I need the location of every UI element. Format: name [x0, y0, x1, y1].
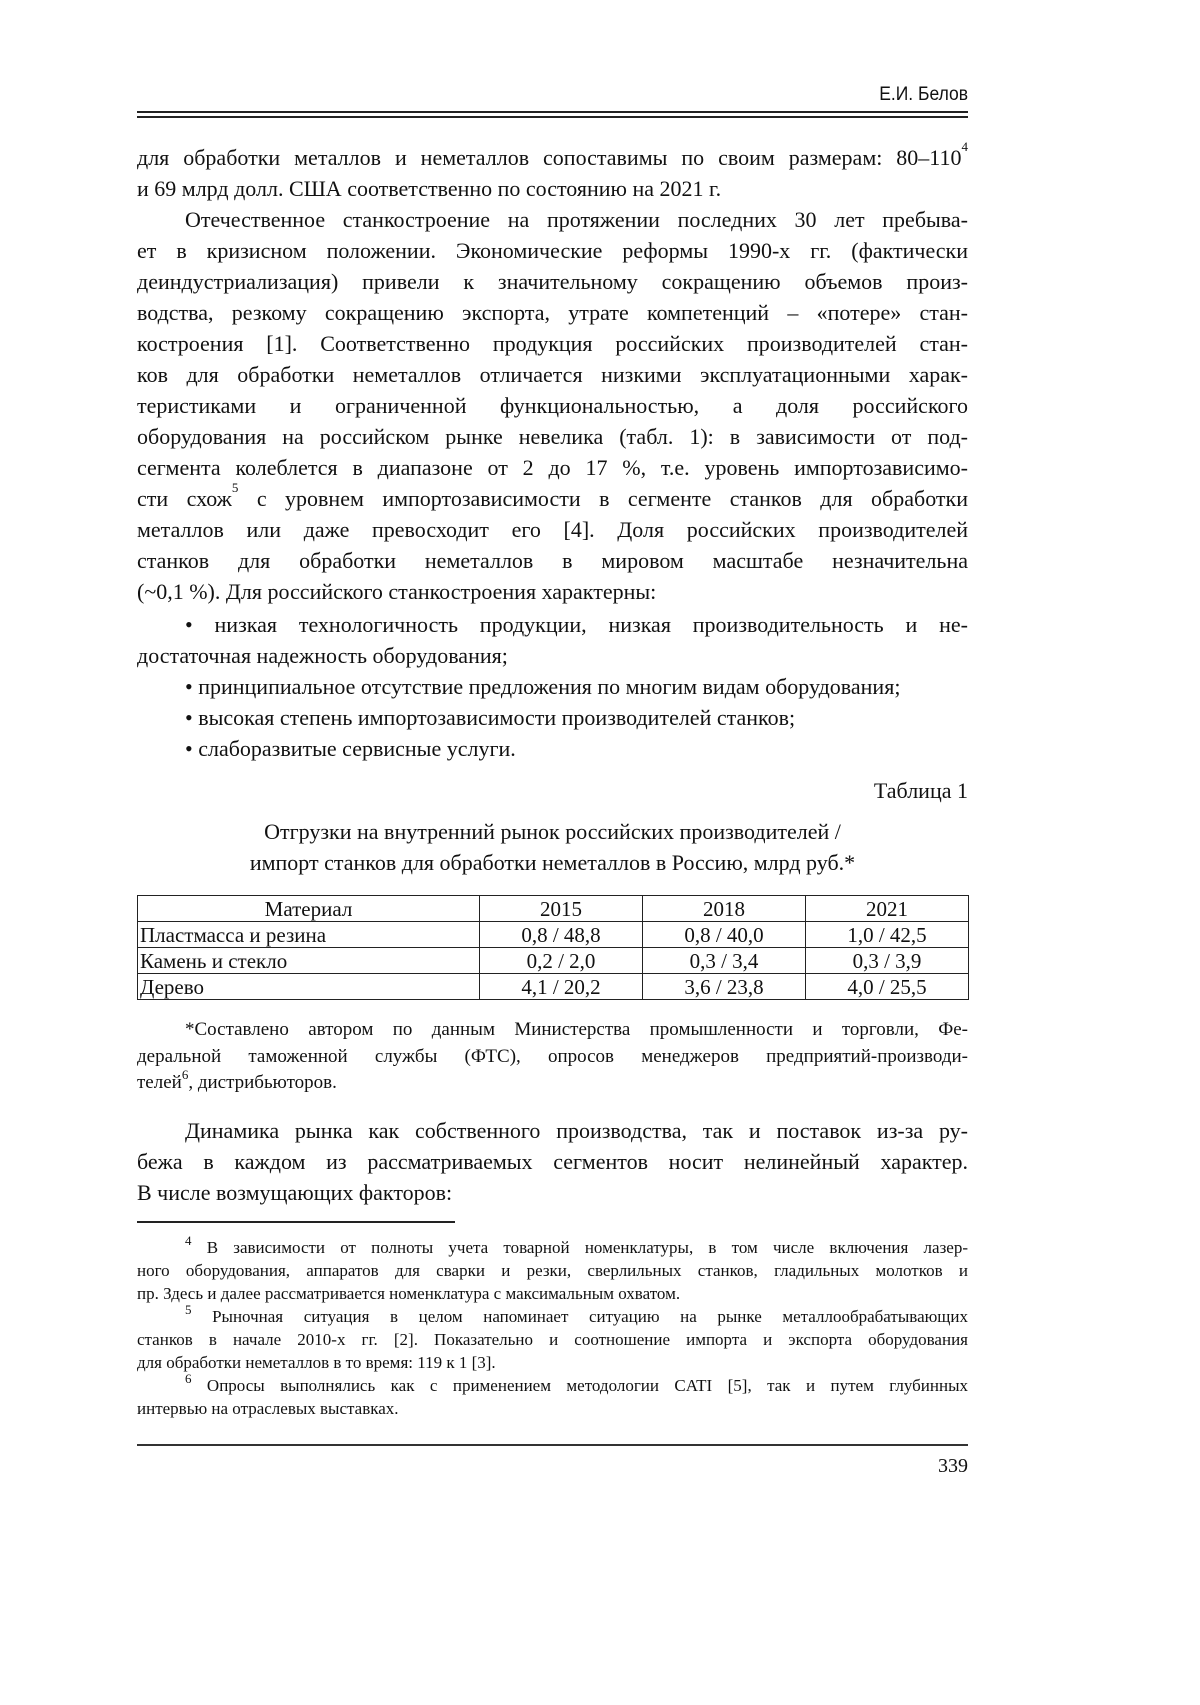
text-run: деиндустриализация) привели к значительному сокращению объемов произ-	[137, 269, 968, 294]
text-run: Рыночная ситуация в целом напоминает ситуацию на рынке металлообрабатывающих	[192, 1307, 969, 1326]
text-line	[137, 1236, 968, 1259]
text-line	[137, 609, 968, 640]
footnote-marker: 5	[185, 1302, 192, 1317]
table-cell: 0,3 / 3,4	[643, 948, 806, 974]
text-run: сегмента колеблется в диапазоне от 2 до 17 %, т.е. уровень импортозависимо-	[137, 455, 968, 480]
text-run: с уровнем импортозависимости в сегменте станков для обработки	[238, 486, 968, 511]
table-cell: 0,8 / 48,8	[480, 922, 643, 948]
text-run: • высокая степень импортозависимости производителей станков;	[185, 705, 795, 730]
text-line	[137, 359, 968, 390]
text-line	[137, 1146, 968, 1177]
footnote-marker: 4	[185, 1233, 192, 1248]
text-line	[137, 640, 968, 671]
text-line	[137, 328, 968, 359]
text-line	[137, 173, 968, 204]
text-line	[137, 1017, 968, 1044]
text-run: станков для обработки неметаллов в мировом масштабе незначительна	[137, 548, 968, 573]
text-run: сти схож	[137, 486, 232, 511]
text-run: водства, резкому сокращению экспорта, утрате компетенций – «потере» стан-	[137, 300, 968, 325]
text-line	[137, 1177, 968, 1208]
table-cell: 4,1 / 20,2	[480, 974, 643, 1000]
text-line	[137, 1044, 968, 1071]
table-row	[138, 948, 969, 974]
text-line	[137, 1397, 968, 1420]
text-run: • принципиальное отсутствие предложения по многим видам оборудования;	[185, 674, 900, 699]
text-line	[137, 1259, 968, 1282]
text-line	[137, 1115, 968, 1146]
footnote-marker: 6	[185, 1371, 192, 1386]
table-row	[138, 974, 969, 1000]
table-source-note	[137, 1017, 968, 1097]
text-line	[137, 421, 968, 452]
text-run: интервью на отраслевых выставках.	[137, 1399, 399, 1418]
text-run: станков в начале 2010-х гг. [2]. Показательно и соотношение импорта и экспорта оборудования	[137, 1330, 968, 1349]
text-line	[137, 576, 968, 607]
text-run: для обработки металлов и неметаллов сопоставимы по своим размерам: 80–110	[137, 145, 962, 170]
table-cell: 0,2 / 2,0	[480, 948, 643, 974]
text-line	[137, 1070, 968, 1097]
text-run: телей	[137, 1072, 182, 1093]
body-paragraph-2	[137, 1115, 968, 1208]
text-line	[137, 1305, 968, 1328]
text-line	[137, 297, 968, 328]
text-line	[137, 390, 968, 421]
table-cell: 0,8 / 40,0	[643, 922, 806, 948]
text-run: и 69 млрд долл. США соответственно по состоянию на 2021 г.	[137, 176, 721, 201]
table-cell: 4,0 / 25,5	[806, 974, 969, 1000]
text-line	[137, 733, 968, 764]
table-row	[138, 922, 969, 948]
text-line	[137, 1374, 968, 1397]
footnote-marker: 6	[182, 1067, 189, 1082]
text-run: достаточная надежность оборудования;	[137, 643, 508, 668]
footnotes	[137, 1236, 968, 1420]
text-line	[137, 545, 968, 576]
footnote-separator	[137, 1221, 455, 1223]
table-cell: 3,6 / 23,8	[643, 974, 806, 1000]
text-line	[137, 514, 968, 545]
text-run: ков для обработки неметаллов отличается низкими эксплуатационными харак-	[137, 362, 968, 387]
page-number: 339	[137, 1455, 968, 1478]
column-header: 2018	[643, 896, 806, 922]
text-run: ного оборудования, аппаратов для сварки и резки, сверлильных станков, гладильных молотков и	[137, 1261, 968, 1280]
text-run: Отечественное станкостроение на протяжении последних 30 лет пребыва-	[185, 207, 968, 232]
text-run: • слаборазвитые сервисные услуги.	[185, 736, 516, 761]
text-run: деральной таможенной службы (ФТС), опросов менеджеров предприятий-производи-	[137, 1046, 968, 1067]
intro-paragraph	[137, 142, 968, 204]
body-paragraph-1	[137, 204, 968, 607]
table-caption-line: Отгрузки на внутренний рынок российских производителей /	[137, 816, 968, 847]
text-run: пр. Здесь и далее рассматривается номенклатура с максимальным охватом.	[137, 1284, 680, 1303]
text-run: В зависимости от полноты учета товарной номенклатуры, в том числе включения лазер-	[192, 1238, 969, 1257]
table-cell: Камень и стекло	[138, 948, 480, 974]
table-caption-line: импорт станков для обработки неметаллов в Россию, млрд руб.*	[137, 847, 968, 878]
column-header: 2015	[480, 896, 643, 922]
text-run: теристиками и ограниченной функциональностью, а доля российского	[137, 393, 968, 418]
table-label	[137, 775, 968, 806]
table-cell: Дерево	[138, 974, 480, 1000]
text-line	[137, 266, 968, 297]
text-run: (~0,1 %). Для российского станкостроения характерны:	[137, 579, 656, 604]
bullet-list	[137, 609, 968, 764]
text-run: металлов или даже превосходит его [4]. Доля российских производителей	[137, 517, 968, 542]
text-run: бежа в каждом из рассматриваемых сегментов носит нелинейный характер.	[137, 1149, 968, 1174]
table-number: Таблица 1	[137, 775, 968, 806]
footer-rule	[137, 1444, 968, 1446]
footnote-marker: 4	[962, 139, 969, 154]
table-cell: 0,3 / 3,9	[806, 948, 969, 974]
text-run: В числе возмущающих факторов:	[137, 1180, 452, 1205]
text-line	[137, 204, 968, 235]
table-cell: 1,0 / 42,5	[806, 922, 969, 948]
text-run: Опросы выполнялись как с применением методологии CATI [5], так и путем глубинных	[192, 1376, 969, 1395]
text-line	[137, 1328, 968, 1351]
text-line	[137, 1351, 968, 1374]
footnote-marker: 5	[232, 480, 239, 495]
column-header: 2021	[806, 896, 969, 922]
text-run: костроения [1]. Соответственно продукция российских производителей стан-	[137, 331, 968, 356]
text-run: , дистрибьюторов.	[188, 1072, 337, 1093]
table-caption	[137, 816, 968, 878]
text-line	[137, 483, 968, 514]
table-cell: Пластмасса и резина	[138, 922, 480, 948]
text-run: • низкая технологичность продукции, низкая производительность и не-	[185, 612, 968, 637]
running-header-author: Е.И. Белов	[203, 84, 968, 106]
table-header-row	[138, 896, 969, 922]
data-table	[137, 895, 969, 1000]
text-line	[137, 142, 968, 173]
text-line	[137, 671, 968, 702]
text-line	[137, 1282, 968, 1305]
text-run: *Составлено автором по данным Министерства промышленности и торговли, Фе-	[185, 1019, 968, 1040]
text-line	[137, 235, 968, 266]
column-header: Материал	[138, 896, 480, 922]
text-run: ет в кризисном положении. Экономические реформы 1990-х гг. (фактически	[137, 238, 968, 263]
text-run: Динамика рынка как собственного производства, так и поставок из-за ру-	[185, 1118, 968, 1143]
header-double-rule	[137, 111, 968, 118]
text-line	[137, 452, 968, 483]
text-line	[137, 702, 968, 733]
text-run: оборудования на российском рынке невелика (табл. 1): в зависимости от под-	[137, 424, 968, 449]
text-run: для обработки неметаллов в то время: 119 к 1 [3].	[137, 1353, 496, 1372]
